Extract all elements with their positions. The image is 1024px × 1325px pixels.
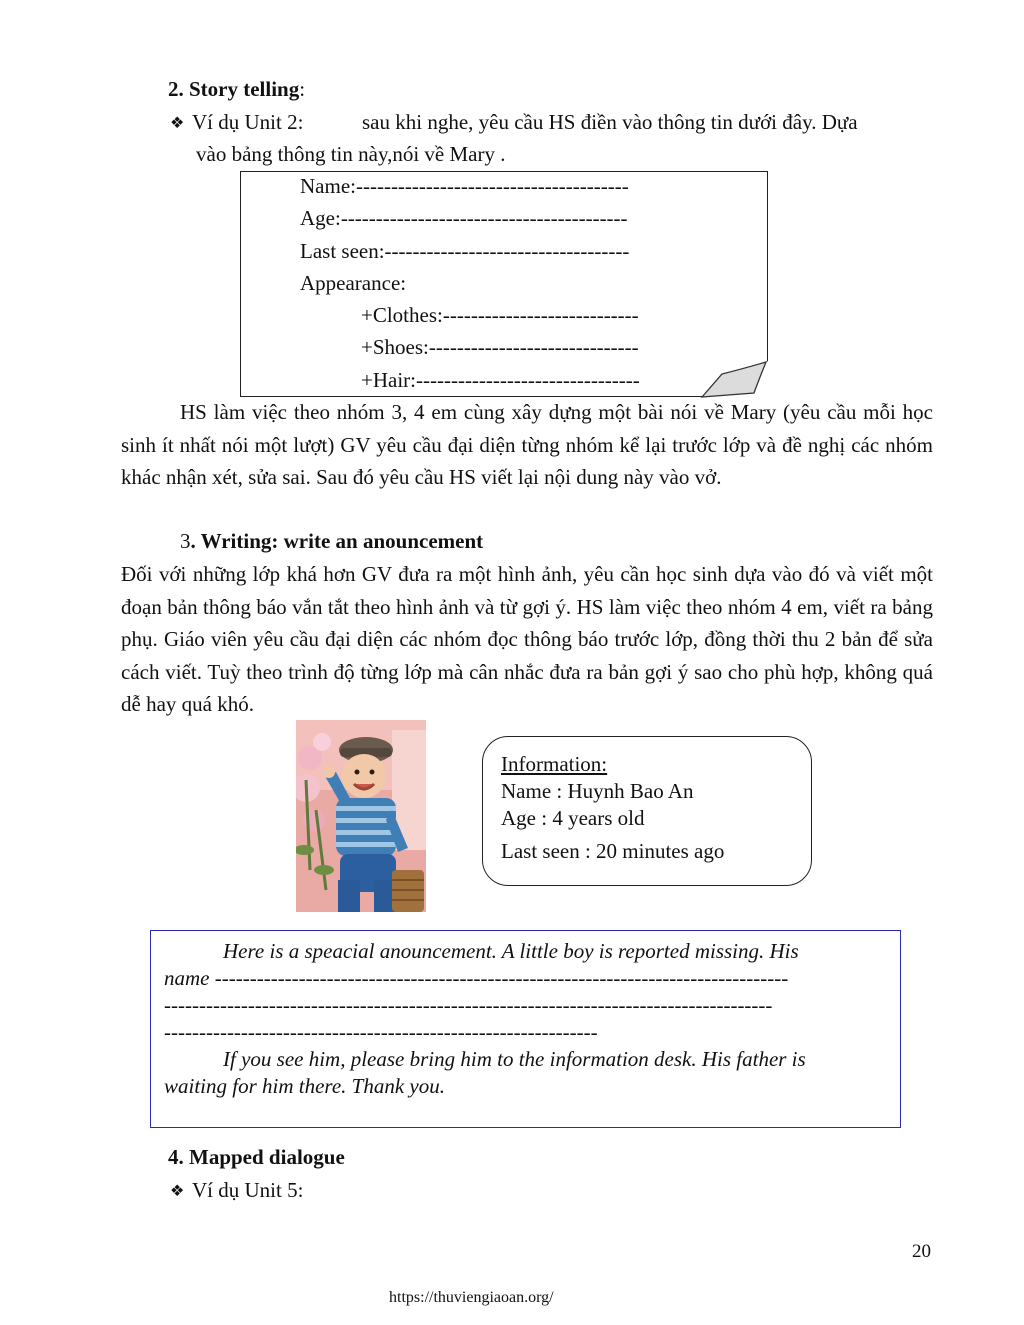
- form-appearance-label: Appearance:: [300, 270, 407, 295]
- bullet-instruction-cont: vào bảng thông tin này,nói về Mary .: [196, 142, 506, 166]
- information-last-seen: Last seen : 20 minutes ago: [501, 839, 725, 863]
- bullet-example-unit-2: ❖ Ví dụ Unit 2:: [170, 106, 303, 140]
- announcement-line-6: waiting for him there. Thank you.: [164, 1074, 445, 1098]
- form-hair-field: +Hair:--------------------------------: [361, 367, 640, 392]
- group-work-paragraph: HS làm việc theo nhóm 3, 4 em cùng xây dựng một bài nói về Mary (yêu cầu mỗi học sinh ít nhất nói một lượt) GV yêu cầu đại diện từng nhóm kể lại trước lớp và đề nghị các nhóm khác nhận xét, sửa sai. Sau đó yêu cầu HS viết lại nội dung này vào vở.: [121, 400, 933, 489]
- announcement-line-4: --------------------------------------------------------------: [164, 1020, 598, 1044]
- form-name-field: Name:---------------------------------------: [300, 174, 629, 198]
- announcement-line-1: Here is a speacial anouncement. A little boy is reported missing. His: [223, 939, 799, 963]
- information-content: [501, 751, 724, 865]
- section-3-heading: 3. Writing: write an anouncement: [180, 529, 484, 553]
- bullet-instruction: sau khi nghe, yêu cầu HS điền vào thông tin dưới đây. Dựa: [362, 110, 858, 134]
- boy-photo: [296, 720, 426, 912]
- announcement-line-3: ---------------------------------------------------------------------------------------: [164, 993, 773, 1017]
- diamond-bullet-icon: ❖: [170, 1183, 185, 1200]
- form-age-field: Age:-----------------------------------------: [300, 206, 628, 231]
- form-shoes-field: +Shoes:------------------------------: [361, 335, 639, 360]
- page-curl-icon: [698, 360, 770, 400]
- announcement-line-5: If you see him, please bring him to the information desk. His father is: [223, 1047, 806, 1071]
- information-title: Information:: [501, 752, 608, 776]
- information-age: Age : 4 years old: [501, 806, 645, 830]
- writing-paragraph: Đối với những lớp khá hơn GV đưa ra một hình ảnh, yêu cần học sinh dựa vào đó và viết một đoạn bản thông báo vắn tắt theo hình ảnh và từ gợi ý. HS làm việc theo nhóm 4 em, viết ra bảng phụ. Giáo viên yêu cầu đại diện các nhóm đọc thông báo trước lớp, đồng thời thu 2 bản để sửa cách viết. Tuỳ theo trình độ từng lớp mà cân nhắc đưa ra bản gợi ý sao cho phù hợp, không quá dễ hay quá khó.: [121, 562, 933, 716]
- announcement-content: [164, 938, 886, 1100]
- section-4-heading: 4. Mapped dialogue: [168, 1145, 345, 1169]
- section-2-heading: 2. Story telling:: [168, 77, 306, 101]
- information-name: Name : Huynh Bao An: [501, 779, 694, 803]
- announcement-line-2: name ----------------------------------------------------------------------------------: [164, 966, 789, 990]
- page-number: 20: [912, 1241, 931, 1262]
- diamond-bullet-icon: ❖: [170, 115, 185, 132]
- bullet-example-unit-5: ❖ Ví dụ Unit 5:: [170, 1174, 303, 1208]
- form-last-seen-field: Last seen:-----------------------------------: [300, 238, 630, 263]
- form-clothes-field: +Clothes:----------------------------: [361, 303, 639, 328]
- form-fields: [300, 170, 640, 396]
- footer-url-link[interactable]: https://thuviengiaoan.org/: [389, 1289, 554, 1306]
